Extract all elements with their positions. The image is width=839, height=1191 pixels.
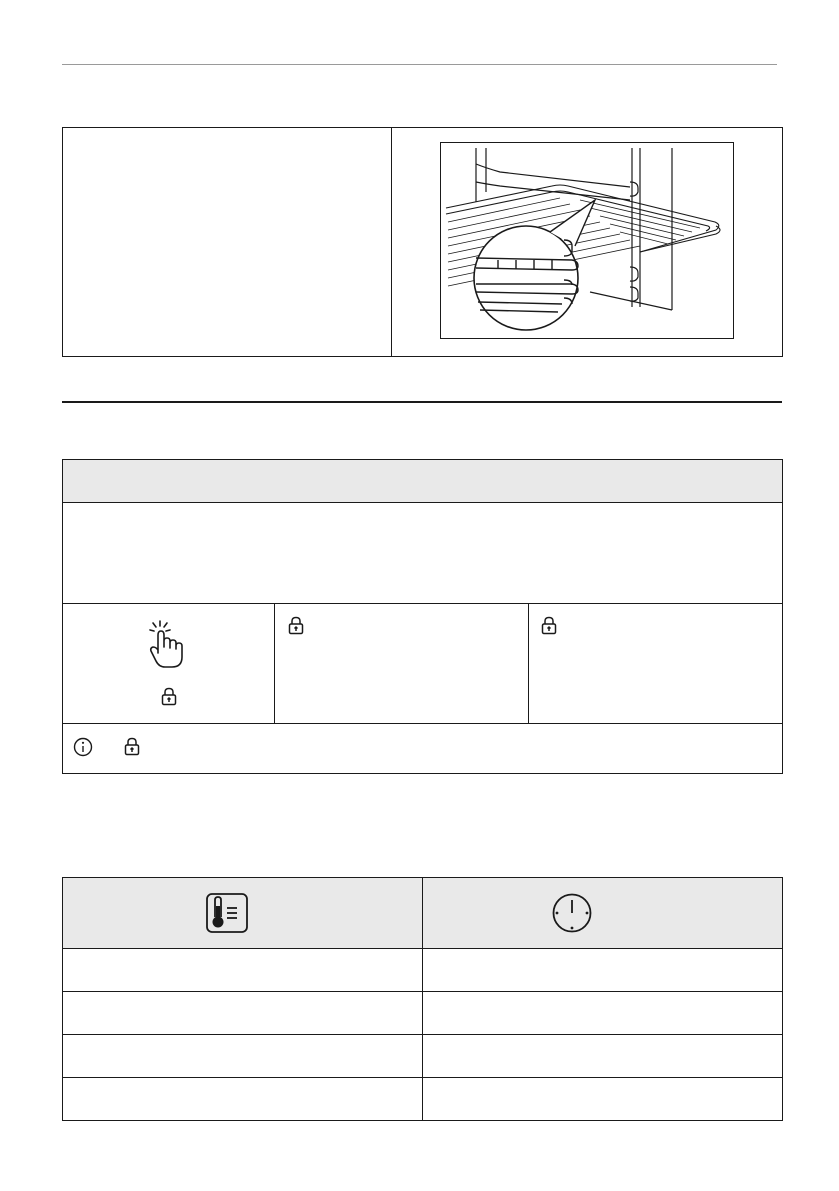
column-divider bbox=[274, 603, 275, 723]
header-rule bbox=[62, 64, 777, 65]
row-divider bbox=[63, 1034, 782, 1035]
oven-shelf-figure bbox=[440, 142, 734, 339]
section-rule bbox=[62, 401, 782, 403]
column-divider bbox=[391, 128, 392, 356]
temperature-time-table bbox=[62, 877, 783, 1121]
key-lock-header bbox=[63, 460, 782, 503]
info-circle-icon bbox=[73, 737, 93, 757]
padlock-icon bbox=[288, 616, 304, 635]
key-lock-box bbox=[62, 459, 783, 774]
clock-icon bbox=[551, 892, 593, 934]
row-divider bbox=[63, 723, 782, 724]
padlock-icon bbox=[541, 616, 557, 635]
padlock-icon bbox=[124, 737, 140, 756]
padlock-icon bbox=[161, 687, 177, 706]
column-divider bbox=[422, 878, 423, 1120]
thermometer-icon bbox=[205, 892, 249, 934]
row-divider bbox=[63, 991, 782, 992]
finger-touch-icon bbox=[145, 617, 189, 669]
row-divider bbox=[63, 1077, 782, 1078]
column-divider bbox=[528, 603, 529, 723]
shelf-instruction-box bbox=[62, 127, 783, 357]
row-divider bbox=[63, 603, 782, 604]
